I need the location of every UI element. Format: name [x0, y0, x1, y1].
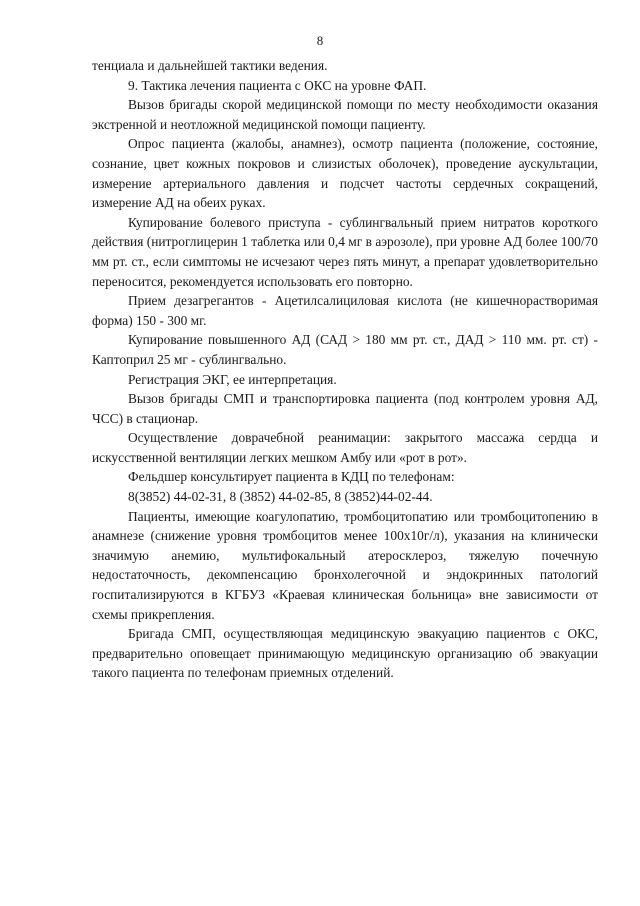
paragraph-transport: Вызов бригады СМП и транспортировка пациента (под контролем уровня АД, ЧСС) в стационар. — [92, 391, 598, 426]
paragraph-antiplatelet: Прием дезагрегантов - Ацетилсалициловая кислота (не кишечнорастворимая форма) 150 - 300 мг. — [92, 293, 598, 328]
paragraph-hospitalization: Пациенты, имеющие коагулопатию, тромбоцитопатию или тромбоцитопению в анамнезе (снижение уровня тромбоцитов менее 100х10г/л), указания на клинически значимую анемию, мультифокальный атеросклероз, тяжелую почечную недостаточность, декомпенсацию бронхолегочной и эндокринных патологий госпитализируются в КГБУЗ «Краевая клиническая больница» вне зависимости от схемы прикрепления. — [92, 508, 598, 622]
paragraph-resuscitation: Осуществление доврачебной реанимации: закрытого массажа сердца и искусственной вентиляции легких мешком Амбу или «рот в рот». — [92, 430, 598, 465]
section-heading-9: 9. Тактика лечения пациента с ОКС на уровне ФАП. — [128, 77, 427, 93]
paragraph-blood-pressure: Купирование повышенного АД (САД > 180 мм рт. ст., ДАД > 110 мм. рт. ст) - Каптоприл 25 мг - сублингвально. — [92, 332, 598, 367]
paragraph-pain-relief: Купирование болевого приступа - сублингвальный прием нитратов короткого действия (нитроглицерин 1 таблетка или 0,4 мг в аэрозоле), при уровне АД более 100/70 мм рт. ст., если симптомы не исчезают через пять минут, а препарат удовлетворительно переносится, рекомендуется использовать его повторно. — [92, 214, 598, 289]
paragraph-continuation: тенциала и дальнейшей тактики ведения. — [92, 58, 328, 73]
paragraph-phone-numbers: 8(3852) 44-02-31, 8 (3852) 44-02-85, 8 (3852)44-02-44. — [128, 489, 433, 505]
page-number: 8 — [316, 33, 324, 48]
document-body — [92, 56, 598, 683]
paragraph-patient-exam: Опрос пациента (жалобы, анамнез), осмотр пациента (положение, состояние, сознание, цвет кожных покровов и слизистых оболочек), проведение аускультации, измерение артериального давления и подсчет частоты сердечных сокращений, измерение АД на обеих руках. — [92, 136, 598, 211]
paragraph-consultation: Фельдшер консультирует пациента в КДЦ по телефонам: — [128, 469, 455, 485]
paragraph-notification: Бригада СМП, осуществляющая медицинскую эвакуацию пациентов с ОКС, предварительно оповещает принимающую медицинскую организацию об эвакуации такого пациента по телефонам приемных отделений. — [92, 626, 598, 681]
paragraph-ecg: Регистрация ЭКГ, ее интерпретация. — [128, 371, 337, 387]
paragraph-ambulance-call: Вызов бригады скорой медицинской помощи по месту необходимости оказания экстренной и неотложной медицинской помощи пациенту. — [92, 97, 598, 132]
